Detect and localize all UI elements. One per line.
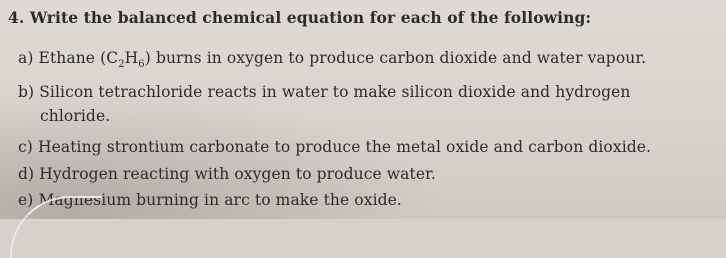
item-marker: c) [18,138,33,156]
item-d-text: Hydrogen reacting with oxygen to produce water. [39,165,436,183]
item-c-text: Heating strontium carbonate to produce the metal oxide and carbon dioxide. [37,138,652,156]
item-a-text: Ethane $(C_2H_6)$ burns in oxygen to produce carbon dioxide and water vapour. [38,49,647,70]
item-b [18,82,631,102]
item-a [18,48,646,71]
item-marker: d) [18,165,35,183]
item-e-text: Magnesium burning in arc to make the oxide. [38,191,402,209]
item-marker: b) [18,83,35,101]
item-b-text: Silicon tetrachloride reacts in water to make silicon dioxide and hydrogen [39,83,631,101]
question-heading [8,8,591,28]
subscript-6: 6 [138,59,145,70]
subscript-2: 2 [118,59,125,70]
question-number: 4. [8,8,25,27]
item-c [18,137,651,157]
item-marker: e) [18,191,34,209]
question-prompt: Write the balanced chemical equation for each of the following: [29,8,592,27]
item-b-continuation: chloride. [40,107,111,125]
item-d [18,164,436,184]
item-marker: a) [18,49,34,67]
